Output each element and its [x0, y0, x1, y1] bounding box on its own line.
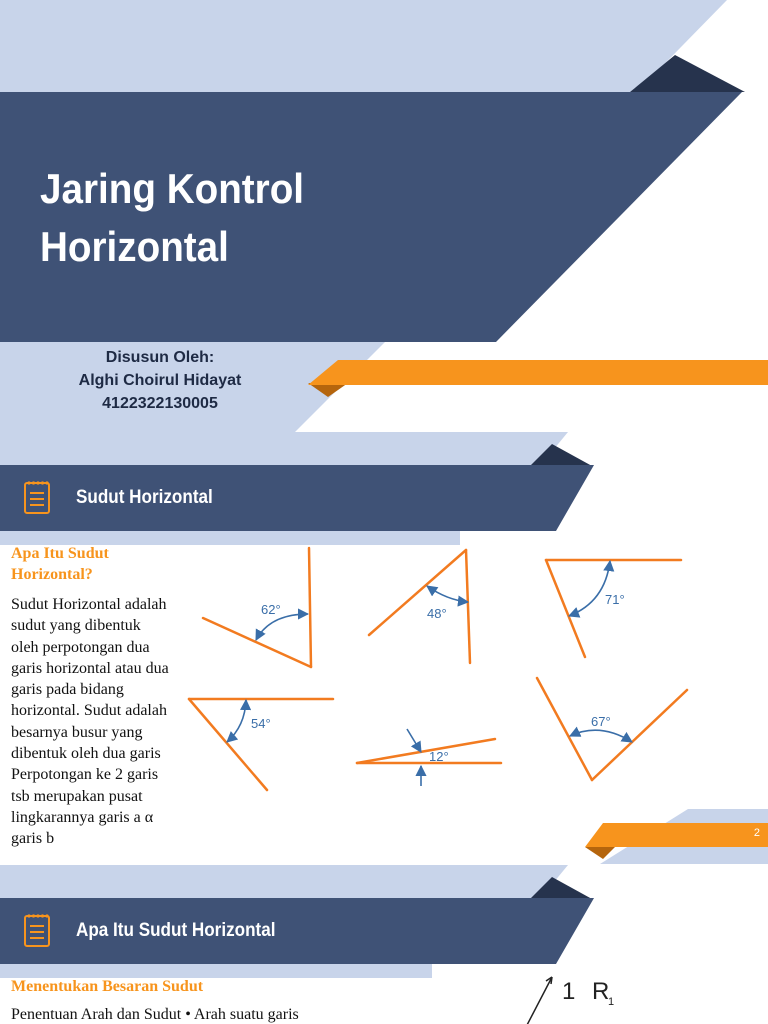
footer-orange-shadow [585, 847, 615, 859]
body-line: tsb merupakan pusat [11, 787, 143, 805]
body-line: dibentuk oleh dua garis [11, 745, 161, 763]
angle-label-71: 71° [605, 592, 625, 607]
angle-label-67: 67° [591, 714, 611, 729]
body-line: horizontal. Sudut adalah [11, 702, 167, 720]
angle-examples-figure [185, 542, 705, 802]
angle-label-54: 54° [251, 716, 271, 731]
apa-itu-sudut-horizontal-slide [0, 865, 768, 1024]
title-slide [0, 0, 768, 432]
body-line: Sudut Horizontal adalah [11, 596, 167, 613]
figure-label-1: 1 [562, 978, 576, 1005]
body-line: garis pada bidang [11, 681, 124, 699]
body-line: garis horizontal atau dua [11, 659, 169, 677]
body-line: garis b [11, 830, 55, 848]
header-title: Sudut Horizontal [76, 487, 213, 508]
header-title: Apa Itu Sudut Horizontal [76, 920, 276, 941]
author-block [40, 346, 280, 415]
author-name: Alghi Choirul Hidayat [78, 372, 242, 389]
slide-title-line-2: Horizontal [40, 223, 229, 270]
section-body [11, 594, 201, 850]
angle-label-62: 62° [261, 602, 281, 617]
author-label: Disusun Oleh: [105, 349, 215, 366]
angle-arc-67 [570, 730, 632, 742]
angle-arc-48 [427, 586, 468, 602]
angle-arc-62 [256, 614, 308, 640]
notepad-icon [23, 479, 51, 515]
body-line: lingkarannya garis a α [11, 808, 154, 826]
direction-figure [520, 965, 620, 1024]
angle-arc-54 [227, 700, 246, 742]
notepad-icon [23, 912, 51, 948]
section-subheading: Menentukan Besaran Sudut [11, 978, 204, 995]
angle-arc-71 [569, 561, 610, 616]
body-line: besarnya busur yang [11, 723, 143, 741]
slide-title [40, 160, 445, 276]
body-line: Perpotongan ke 2 garis [11, 766, 159, 784]
figure-label-r: R [592, 978, 610, 1005]
section-subheading: Apa Itu Sudut Horizontal? [11, 545, 109, 583]
decor-orange-bar [308, 360, 768, 398]
angle-label-48: 48° [427, 606, 447, 621]
header-light-band [0, 432, 768, 466]
header-light-band [0, 865, 768, 899]
angle-arrow-12-upper [407, 729, 421, 752]
page-number: 2 [753, 827, 760, 839]
slide-title-line-1: Jaring Kontrol [40, 165, 305, 212]
author-id: 4122322130005 [102, 395, 218, 412]
figure-label-subscript: 1 [608, 996, 615, 1008]
angle-label-12: 12° [429, 749, 449, 764]
section-body-line-1: Penentuan Arah dan Sudut • Arah suatu garis [11, 1006, 299, 1023]
sudut-horizontal-slide [0, 432, 768, 865]
body-line: oleh perpotongan dua [11, 638, 150, 656]
body-line: sudut yang dibentuk [11, 617, 141, 635]
